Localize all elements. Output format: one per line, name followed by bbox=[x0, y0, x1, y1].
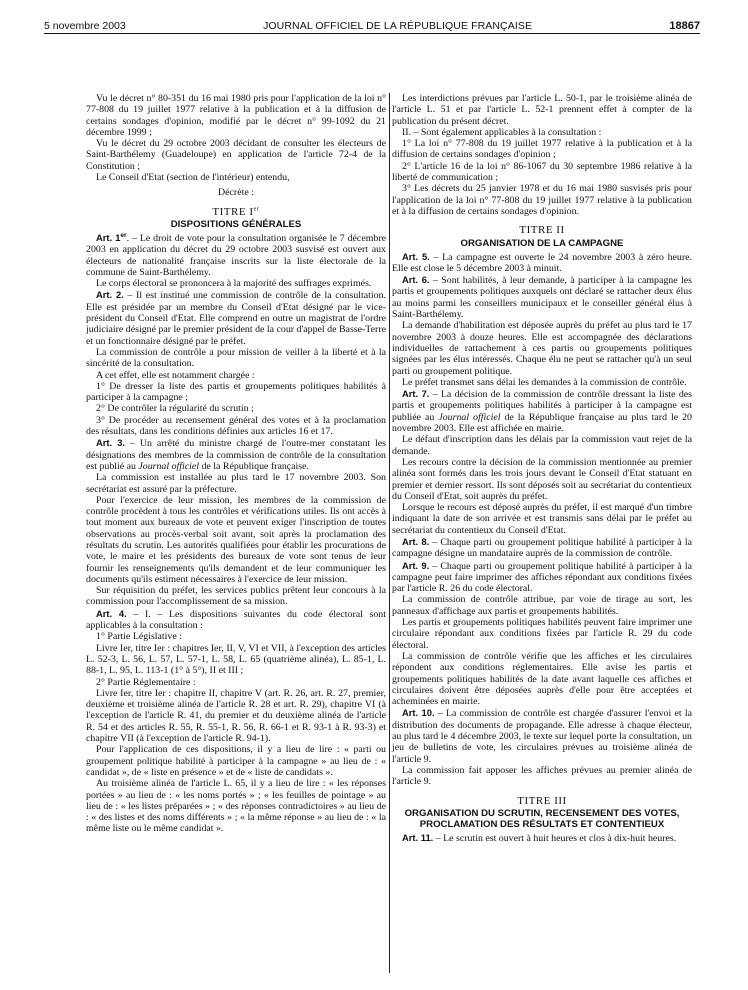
paragraph: 1° Partie Législative : bbox=[96, 631, 182, 643]
paragraph: Au troisième alinéa de l'article L. 65, il y a lieu de lire : « les réponses portées » au lieu de : « les noms portés » ; « les feuilles de pointage » au lieu de : « les listes préparées » ; « des réponses contradictoires » au lieu de : « des listes et des noms différents » ; « la même réponse » au lieu de : « la même liste ou le même candidat ». bbox=[86, 778, 386, 835]
article-2: Art. 2. – Il est institué une commission de contrôle de la consultation. Elle est présidée par un membre du Conseil d'Etat désigné par le vice-président du Conseil d'Etat. Elle comprend en outre un magistrat de l'ordre judiciaire désigné par le premier président de la cour d'appel de Basse-Terre et un fonctionnaire désigné par le préfet. bbox=[86, 289, 386, 347]
article-4: Art. 4. – I. – Les dispositions suivantes du code électoral sont applicables à la consultation : bbox=[86, 607, 386, 632]
article-5: Art. 5. – La campagne est ouverte le 24 novembre 2003 à zéro heure. Elle est close le 5 décembre 2003 à minuit. bbox=[392, 250, 693, 274]
article-10: Art. 10. – La commission de contrôle est chargée d'assurer l'envoi et la distribution des documents de propagande. Elle adresse à chaque électeur, au plus tard le 4 décembre 2003, le texte sur lequel porte la consultation, un jeu de bulletins de vote, les circulaires prévues au troisième alinéa de l'article 9. bbox=[392, 707, 692, 765]
paragraph: Livre Ier, titre Ier : chapitre II, chapitre V (art. R. 26, art. R. 27, premier, deuxième et troisième alinéa de l'article R. 28 et art. R. 29), chapitre VI (à l'exception de l'article R. 41, du premier et du deuxième alinéa de l'article R. 54 et des articles R. 55, R. 55-1, R. 56, R. 66-1 et R. 93-1 à R. 93-3) et chapitre VII (à l'exception de l'article R. 94-1). bbox=[86, 687, 386, 745]
paragraph: Sur réquisition du préfet, les services publics prêtent leur concours à la commission pour l'accomplissement de sa mission. bbox=[86, 585, 386, 608]
list-item: 3° De procéder au recensement général des votes et à la proclamation des résultats, dans les conditions définies aux articles 16 et 17. bbox=[86, 414, 386, 438]
paragraph: Le Conseil d'Etat (section de l'intérieur) entendu, bbox=[96, 172, 290, 184]
paragraph: Les recours contre la décision de la commission mentionnée au premier alinéa sont formés dans les trois jours devant le Conseil d'Etat statuant en premier et dernier ressort. Ils sont déposés soit au secrétariat du contentieux du Conseil d'Etat, soit auprès du préfet. bbox=[392, 456, 692, 502]
paragraph: La commission fait apposer les affiches prévues au premier alinéa de l'article 9. bbox=[392, 764, 692, 788]
paragraph: La commission de contrôle a pour mission de veiller à la liberté et à la sincérité de la consultation. bbox=[86, 346, 386, 370]
paragraph: La demande d'habilitation est déposée auprès du préfet au plus tard le 17 novembre 2003 à douze heures. Elle est accompagnée des déclarations individuelles de rattachement à ces partis ou groupements politiques signées par les élus intéressés. Chaque élu ne peut se rattacher qu'à un seul parti ou groupement politique. bbox=[392, 320, 692, 377]
paragraph: Les partis et groupements politiques habilités peuvent faire imprimer une circulaire répondant aux conditions fixées par l'article R. 29 du code électoral. bbox=[392, 617, 692, 651]
paragraph: II. – Sont également applicables à la consultation : bbox=[402, 126, 602, 138]
running-header bbox=[44, 16, 700, 32]
header-rule bbox=[44, 33, 700, 34]
article-8: Art. 8. – Chaque parti ou groupement politique habilité à participer à la campagne désigne un mandataire auprès de la commission de contrôle. bbox=[392, 535, 692, 560]
paragraph: Vu le décret n° 80-351 du 16 mai 1980 pris pour l'application de la loi n° 77-808 du 19 juillet 1977 relative à la publication et à la diffusion de certains sondages d'opinion, modifié par le décret n° 99-1092 du 21 décembre 1999 ; bbox=[86, 93, 386, 138]
paragraph: Pour l'application de ces dispositions, il y a lieu de lire : « parti ou groupement politique habilité à participer à la campagne » au lieu de : « candidat », de « liste en présence » et de « liste de candidats ». bbox=[86, 744, 386, 778]
article-1: Art. 1er. – Le droit de vote pour la consultation organisée le 7 décembre 2003 en application du décret du 29 octobre 2003 susvisé est ouvert aux électeurs de nationalité française inscrits sur la liste électorale de la commune de Saint-Barthélemy. bbox=[86, 231, 386, 278]
title-heading: TITRE II bbox=[519, 224, 565, 237]
paragraph: La commission de contrôle attribue, par voie de tirage au sort, les panneaux d'affichage aux partis et groupements habilités. bbox=[392, 594, 692, 617]
paragraph: Pour l'exercice de leur mission, les membres de la commission de contrôle procèdent à tous les contrôles et vérifications utiles. Ils ont accès à tout moment aux bureaux de vote et peuvent exiger l'inscription de toutes observations au procès-verbal soit avant, soit après la proclamation des résultats du scrutin. Les autorités qualifiées pour établir les procurations de vote, le maire et les présidents des bureaux de vote sont tenus de leur fournir les renseignements qu'ils demandent et de leur communiquer les documents qu'ils estiment nécessaires à l'exercice de leur mission. bbox=[86, 494, 386, 585]
list-item: 2° De contrôler la régularité du scrutin ; bbox=[96, 403, 254, 415]
article-6: Art. 6. – Sont habilités, à leur demande, à participer à la campagne les partis et groupements politiques auxquels ont déclaré se rattacher deux élus au moins parmi les conseillers municipaux et le conseiller général élus à Saint-Barthélemy. bbox=[392, 274, 692, 321]
page-number: 18867 bbox=[669, 20, 700, 32]
title-subheading: ORGANISATION DE LA CAMPAGNE bbox=[460, 237, 624, 249]
list-item: 1° De dresser la liste des partis et groupements politiques habilités à participer à la campagne ; bbox=[86, 380, 386, 404]
list-item: 2° L'article 16 de la loi n° 86-1067 du 30 septembre 1986 relative à la liberté de communication ; bbox=[392, 160, 692, 184]
column-divider bbox=[389, 93, 390, 973]
title-subheading: ORGANISATION DU SCRUTIN, RECENSEMENT DES VOTES, PROCLAMATION DES RÉSULTATS ET CONTENTIEUX bbox=[404, 807, 680, 830]
right-column bbox=[392, 93, 692, 844]
list-item: 3° Les décrets du 25 janvier 1978 et du 16 mai 1980 susvisés pris pour l'application de la loi n° 77-808 du 19 juillet 1977 relative à la publication et à la diffusion de certains sondages d'opinion. bbox=[392, 183, 692, 217]
article-3: Art. 3. – Un arrêté du ministre chargé de l'outre-mer constatant les désignations des membres de la commission de contrôle de la consultation est publié au Journal officiel de la République française. bbox=[86, 437, 386, 472]
paragraph: 2° Partie Réglementaire : bbox=[96, 676, 196, 688]
paragraph: Vu le décret du 29 octobre 2003 décidant de consulter les électeurs de Saint-Barthélemy (Guadeloupe) en application de l'article 72-4 de la Constitution ; bbox=[86, 138, 386, 172]
title-subheading: DISPOSITIONS GÉNÉRALES bbox=[170, 218, 302, 230]
article-11: Art. 11. – Le scrutin est ouvert à huit heures et clos à dix-huit heures. bbox=[402, 831, 677, 844]
paragraph: La commission est installée au plus tard le 17 novembre 2003. Son secrétariat est assuré par la préfecture. bbox=[86, 472, 386, 495]
title-heading: TITRE III bbox=[517, 794, 567, 807]
journal-title: JOURNAL OFFICIEL DE LA RÉPUBLIQUE FRANÇAISE bbox=[263, 20, 533, 32]
decrete-line: Décrète : bbox=[218, 187, 254, 199]
paragraph: Le corps électoral se prononcera à la majorité des suffrages exprimés. bbox=[96, 278, 372, 290]
list-item: 1° La loi n° 77-808 du 19 juillet 1977 relative à la publication et à la diffusion de certains sondages d'opinion ; bbox=[392, 138, 692, 161]
article-7: Art. 7. – La décision de la commission de contrôle dressant la liste des partis et groupements politiques habilités à participer à la campagne est publiée au Journal officiel de la République française au plus tard le 20 novembre 2003. Elle est affichée en mairie. bbox=[392, 388, 692, 435]
paragraph: Livre Ier, titre Ier : chapitres Ier, II, V, VI et VII, à l'exception des articles L. 52-3, L. 56, L. 57, L. 57-1, L. 58, L. 65 (quatrième alinéa), L. 85-1, L. 88-1, L. 95, L. 113-1 (1° à 5°), II et III ; bbox=[86, 642, 386, 677]
paragraph: Les interdictions prévues par l'article L. 50-1, par le troisième alinéa de l'article L. 51 et par l'article L. 52-1 prennent effet à compter de la publication du présent décret. bbox=[392, 93, 692, 127]
paragraph: A cet effet, elle est notamment chargée : bbox=[96, 369, 255, 381]
paragraph: Le défaut d'inscription dans les délais par la commission vaut rejet de la demande. bbox=[392, 434, 692, 457]
article-9: Art. 9. – Chaque parti ou groupement politique habilité à participer à la campagne peut faire imprimer des affiches répondant aux conditions fixées par l'article R. 26 du code électoral. bbox=[392, 559, 692, 595]
paragraph: La commission de contrôle vérifie que les affiches et les circulaires répondent aux conditions réglementaires. Elle avise les partis et groupements politiques habilités de la date avant laquelle ces affiches et circulaires doivent être déposées auprès d'elle pour être acceptées et acheminées en mairie. bbox=[392, 650, 692, 708]
title-heading: TITRE Ier bbox=[212, 205, 260, 218]
paragraph: Le préfet transmet sans délai les demandes à la commission de contrôle. bbox=[402, 376, 687, 388]
issue-date: 5 novembre 2003 bbox=[44, 20, 126, 32]
left-column bbox=[86, 93, 386, 835]
paragraph: Lorsque le recours est déposé auprès du préfet, il est marqué d'un timbre indiquant la date de son arrivée et est transmis sans délai par le préfet au secrétariat du contentieux du Conseil d'Etat. bbox=[392, 502, 692, 536]
